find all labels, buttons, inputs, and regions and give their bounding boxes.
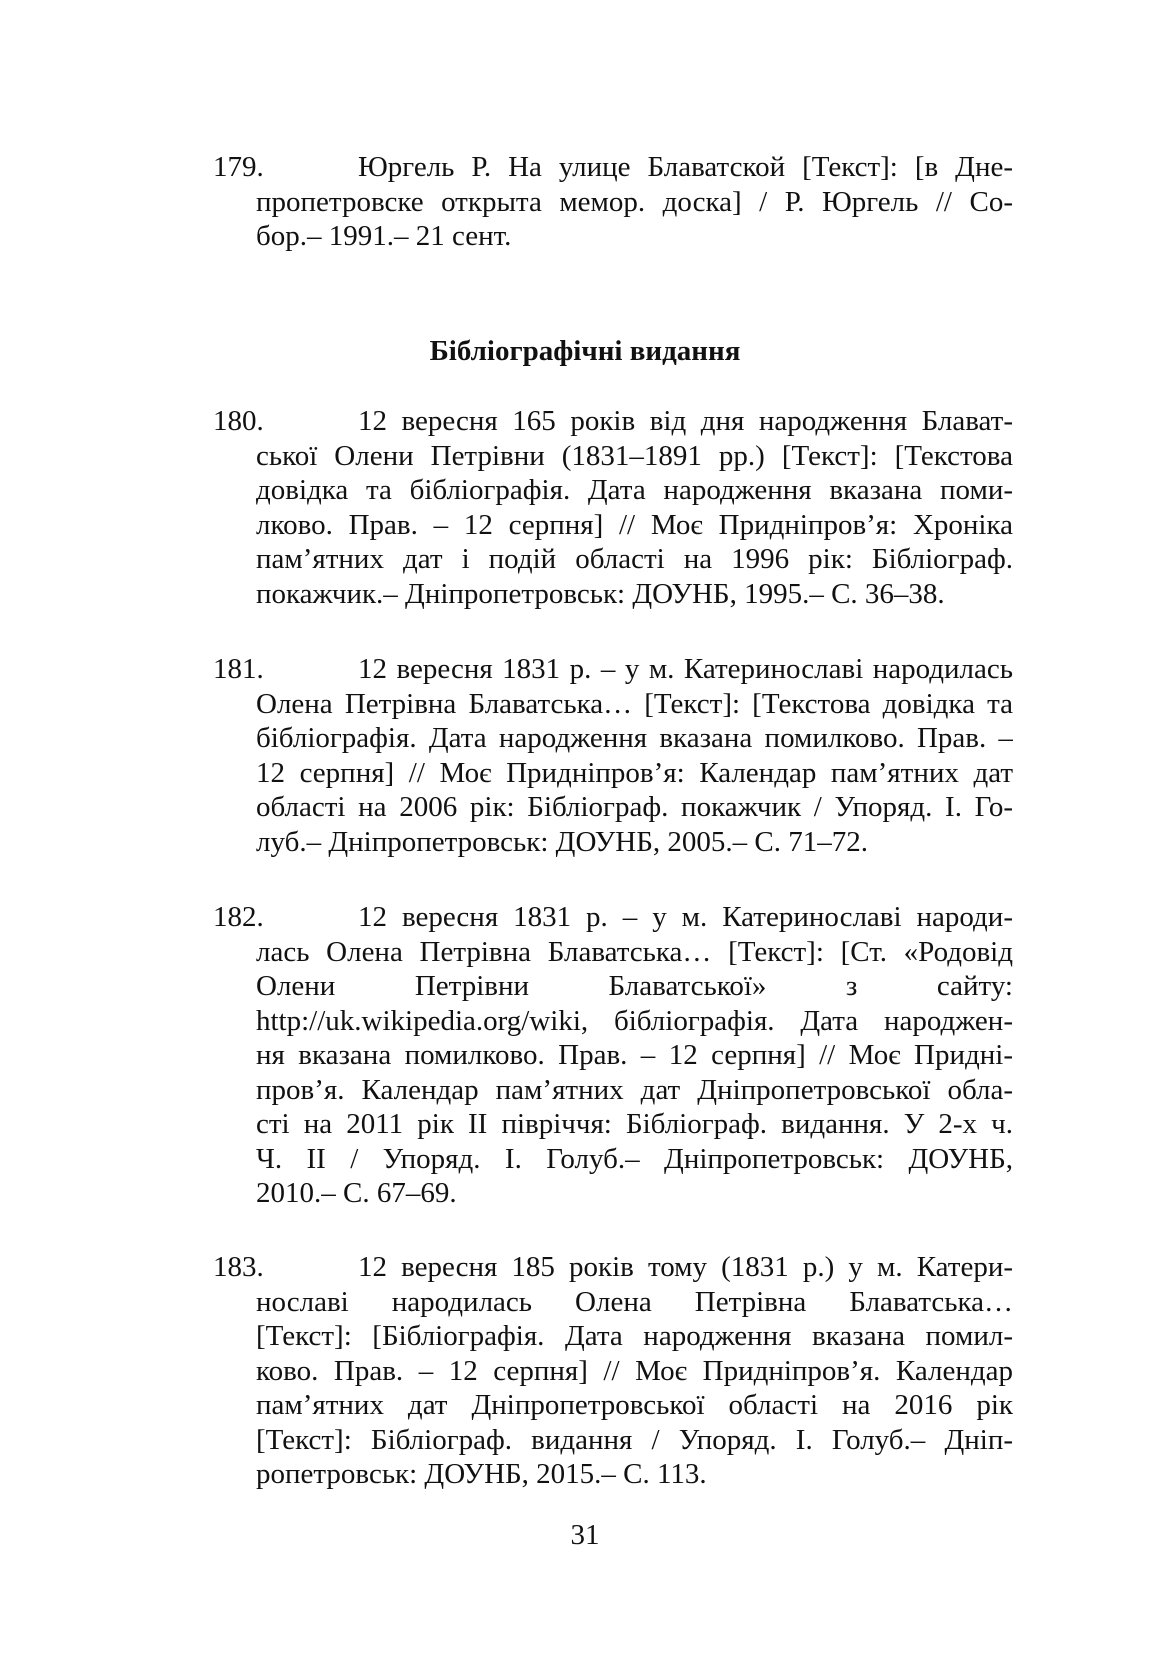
entry-line: сті на 2011 рік ІІ півріччя: Бібліограф. видання. У 2-х ч. [256, 1108, 1013, 1140]
entry-line: ково. Прав. – 12 серпня] // Моє Придніпров’я. Календар [256, 1354, 1013, 1387]
entry-line: нославі народилась Олена Петрівна Блаватська… [256, 1285, 1013, 1318]
entry-number: 180. [213, 405, 264, 437]
entry-number: 182. [213, 901, 264, 933]
bibliography-entry-181 [213, 652, 1013, 859]
entry-line: Олени Петрівни Блаватської» з сайту: [256, 970, 1013, 1002]
entry-line: луб.– Дніпропетровськ: ДОУНБ, 2005.– С. 71–72. [256, 825, 868, 858]
entry-line: 2010.– С. 67–69. [256, 1177, 457, 1209]
entry-line: бібліографія. Дата народження вказана помилково. Прав. – [256, 722, 1013, 754]
entry-line: ня вказана помилково. Прав. – 12 серпня] // Моє Придні- [256, 1039, 1013, 1071]
entry-line: лково. Прав. – 12 серпня] // Моє Придніпров’я: Хроніка [256, 508, 1013, 541]
section-heading: Бібліографічні видання [429, 335, 741, 367]
bibliography-entry-179 [213, 150, 1013, 254]
entry-number: 181. [213, 653, 264, 685]
entry-line: ської Олени Петрівни (1831–1891 рр.) [Текст]: [Текстова [256, 439, 1013, 472]
entry-line: Олена Петрівна Блаватська… [Текст]: [Текстова довідка та [256, 687, 1013, 720]
entry-line: 12 серпня] // Моє Придніпров’я: Календар пам’ятних дат [256, 756, 1013, 789]
entry-line: [Текст]: [Бібліографія. Дата народження вказана помил- [256, 1320, 1013, 1352]
entry-line: бор.– 1991.– 21 сент. [256, 220, 512, 252]
entry-line: довідка та бібліографія. Дата народження вказана поми- [256, 474, 1013, 506]
entry-line: 12 вересня 1831 р. – у м. Катеринославі народилась [358, 653, 1013, 685]
entry-line: пров’я. Календар пам’ятних дат Дніпропетровської обла- [256, 1073, 1013, 1106]
entry-line: Ч. ІІ / Упоряд. І. Голуб.– Дніпропетровськ: ДОУНБ, [256, 1142, 1013, 1175]
entry-line: покажчик.– Дніпропетровськ: ДОУНБ, 1995.– С. 36–38. [256, 577, 945, 610]
entry-line: ропетровськ: ДОУНБ, 2015.– С. 113. [256, 1458, 707, 1490]
entry-line: [Текст]: Бібліограф. видання / Упоряд. І. Голуб.– Дніп- [256, 1423, 1013, 1456]
entry-line: пам’ятних дат Дніпропетровської області на 2016 рік [256, 1389, 1013, 1421]
entry-line: Юргель Р. На улице Блаватской [Текст]: [в Дне- [358, 151, 1013, 183]
entry-line: 12 вересня 185 років тому (1831 р.) у м. Катери- [358, 1251, 1013, 1283]
entry-line: пам’ятних дат і подій області на 1996 рік: Бібліограф. [256, 543, 1013, 575]
entry-number: 179. [213, 151, 264, 183]
entry-line: області на 2006 рік: Бібліограф. покажчик / Упоряд. І. Го- [256, 791, 1013, 823]
entry-line: пропетровске открыта мемор. доска] / Р. Юргель // Со- [256, 185, 1013, 218]
page-number: 31 [570, 1519, 600, 1551]
bibliography-entry-183 [213, 1250, 1013, 1492]
bibliography-entry-182 [213, 900, 1013, 1211]
entry-line: http://uk.wikipedia.org/wiki, бібліографія. Дата народжен- [256, 1004, 1013, 1037]
entry-number: 183. [213, 1251, 264, 1283]
entry-line: лась Олена Петрівна Блаватська… [Текст]: [Ст. «Родовід [256, 935, 1013, 968]
bibliography-entry-180 [213, 404, 1013, 611]
entry-line: 12 вересня 165 років від дня народження Блават- [358, 405, 1013, 437]
entry-line: 12 вересня 1831 р. – у м. Катеринославі народи- [358, 901, 1013, 933]
